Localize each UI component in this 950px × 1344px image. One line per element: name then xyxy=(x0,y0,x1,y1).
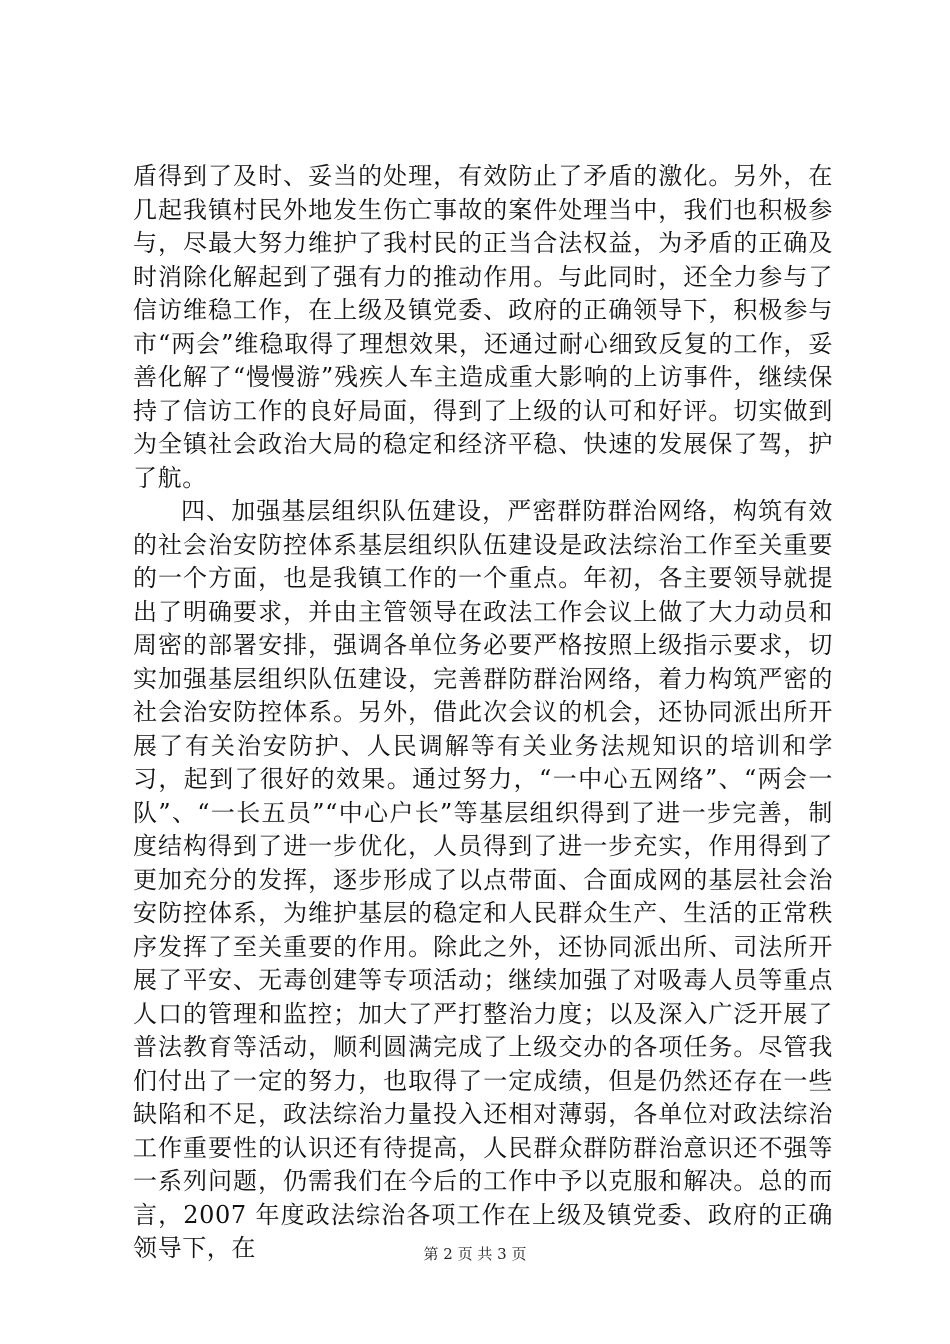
page-footer: 第 2 页 共 3 页 xyxy=(423,1245,527,1263)
paragraph-2: 四、加强基层组织队伍建设，严密群防群治网络，构筑有效的社会治安防控体系基层组织队伍建设是政法综治工作至关重要的一个方面，也是我镇工作的一个重点。年初，各主要领导就提出了明确要求，并由主管领导在政法工作会议上做了大力动员和周密的部署安排，强调各单位务必要严格按照上级指示要求，切实加强基层组织队伍建设，完善群防群治网络，着力构筑严密的社会治安防控体系。另外，借此次会议的机会，还协同派出所开展了有关治安防护、人民调解等有关业务法规知识的培训和学习，起到了很好的效果。通过努力，“一中心五网络”、“两会一队”、“一长五员”“中心户长”等基层组织得到了进一步完善，制度结构得到了进一步优化，人员得到了进一步充实，作用得到了更加充分的发挥，逐步形成了以点带面、合面成网的基层社会治安防控体系，为维护基层的稳定和人民群众生产、生活的正常秩序发挥了至关重要的作用。除此之外，还协同派出所、司法所开展了平安、无毒创建等专项活动；继续加强了对吸毒人员等重点人口的管理和监控；加大了严打整治力度；以及深入广泛开展了普法教育等活动，顺利圆满完成了上级交办的各项任务。尽管我们付出了一定的努力，也取得了一定成绩，但是仍然还存在一些缺陷和不足，政法综治力量投入还相对薄弱，各单位对政法综治工作重要性的认识还有待提高，人民群众群防群治意识还不强等一系列问题，仍需我们在今后的工作中予以克服和解决。总的而言，2007 年度政法综治各项工作在上级及镇党委、政府的正确领导下，在 xyxy=(133,497,833,1262)
document-body xyxy=(133,160,833,1266)
paragraph-1: 盾得到了及时、妥当的处理，有效防止了矛盾的激化。另外，在几起我镇村民外地发生伤亡事故的案件处理当中，我们也积极参与，尽最大努力维护了我村民的正当合法权益，为矛盾的正确及时消除化解起到了强有力的推动作用。与此同时，还全力参与了信访维稳工作，在上级及镇党委、政府的正确领导下，积极参与市“两会”维稳取得了理想效果，还通过耐心细致反复的工作，妥善化解了“慢慢游”残疾人车主造成重大影响的上访事件，继续保持了信访工作的良好局面，得到了上级的认可和好评。切实做到为全镇社会政治大局的稳定和经济平稳、快速的发展保了驾，护了航。 xyxy=(133,162,833,492)
